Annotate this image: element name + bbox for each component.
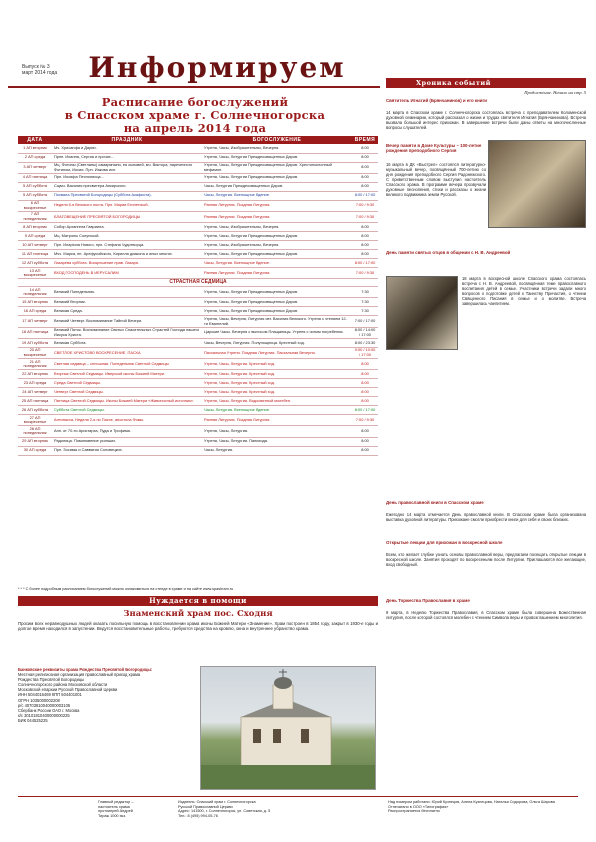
schedule-row xyxy=(18,173,378,182)
schedule-row xyxy=(18,279,378,287)
chronicle-section-text: Ежегодно 14 марта отмечается День православной книги. В Спасском храме была организована выставка духовной литературы. Прихожане смогли приобрести книги для себя и своих близких. xyxy=(386,512,586,523)
schedule-feast: Четверг Светлой Седмицы. xyxy=(52,388,202,397)
schedule-date: 14 АП понедельник xyxy=(18,287,52,298)
chronicle-section-head: День памяти святых отцов в общении с Н. В. Андреевой xyxy=(386,250,511,255)
issue-date: март 2014 года xyxy=(22,70,58,76)
schedule-row xyxy=(18,307,378,316)
schedule-date: 25 АП пятница xyxy=(18,397,52,406)
footer-editor xyxy=(98,800,168,818)
schedule-time: 7:30 xyxy=(352,307,378,316)
event-photo xyxy=(386,276,458,350)
schedule-feast: Апп. от 70-ти Аристарха, Пуда и Трофима. xyxy=(52,426,202,437)
schedule-time: 7:00 / 9:30 xyxy=(352,211,378,222)
schedule-feast: Мчч. Марка, еп. Арефусийского, Кирилла диакона и иных многих. xyxy=(52,250,202,259)
schedule-row xyxy=(18,327,378,338)
schedule-date: 26 АП суббота xyxy=(18,406,52,415)
schedule-row xyxy=(18,370,378,379)
requisites-line: ОГРН 1035000002208 xyxy=(18,697,60,703)
chronicle-section-text: 9 марта, в Неделю Торжества Православия, в Спасском храме была совершена Божественная литургия, после которой состоялся молебен с чтением Символа веры и провозглашением многолетия. xyxy=(386,610,586,621)
schedule-service: Утреня, Часы, Изобразительны, Вечерня. xyxy=(202,144,352,153)
schedule-service: Утреня, Часы, Изобразительны, Вечерня. xyxy=(202,223,352,232)
footer-line: Над номером работали: Юрий Кузнецов, Алена Кузнецова, Наталья Сидорова, Ольга Шарова xyxy=(388,800,555,804)
schedule-service: Часы, Литургия. Всенощное бдение. xyxy=(202,406,352,415)
schedule-service: Утреня, Часы, Изобразительны, Вечерня. xyxy=(202,241,352,250)
schedule-time: 0:00 / 10:00 / 17:00 xyxy=(352,347,378,358)
schedule-time: 7:00 / 9:30 xyxy=(352,268,378,279)
schedule-date: 22 АП вторник xyxy=(18,370,52,379)
footer-line: Русской Православной Церкви xyxy=(178,804,233,809)
schedule-row xyxy=(18,144,378,153)
church-illustration xyxy=(201,667,376,790)
schedule-feast: Великая Суббота. xyxy=(52,338,202,347)
chronicle-section-head: Святитель Игнатий (Брянчанинов) и его книги xyxy=(386,98,487,103)
schedule-time: 8:00 xyxy=(352,379,378,388)
schedule-row xyxy=(18,268,378,279)
schedule-feast: Похвала Пресвятой Богородицы (Суббота Акафиста). xyxy=(52,191,202,200)
schedule-row xyxy=(18,359,378,370)
schedule-feast: Прп. Зосимы и Савватия Соловецких. xyxy=(52,446,202,455)
schedule-service: Утреня, Часы, Литургия. Крестный ход. xyxy=(202,379,352,388)
schedule-feast: Лазарева суббота. Воскрешение прав. Лазаря. xyxy=(52,259,202,268)
schedule-time: 8:00 / 23:30 xyxy=(352,338,378,347)
schedule-feast: Мц. Матроны Солунской. xyxy=(52,232,202,241)
schedule-feast: БЛАГОВЕЩЕНИЕ ПРЕСВЯТОЙ БОГОРОДИЦЫ xyxy=(52,211,202,222)
schedule-service: Утреня, Часы, Вечерня, Литургия свт. Василия Великого. Утреня с чтением 12-ти Евангелий. xyxy=(202,316,352,327)
footer-line: Тел.: 8 (495) 994-05-76 xyxy=(178,813,218,818)
schedule-time: 8:00 xyxy=(352,182,378,191)
schedule-service: Утреня, Часы, Литургия Преждеосвященных Даров. xyxy=(202,287,352,298)
need-body: Просим всех неравнодушных людей оказать посильную помощь в восстановлении храма иконы Божией Матери «Знамение». Храм построен в 1854 году, закрыт в 1930-е годы и долгое время находился в запустении. Ведутся восстановительные работы, требуются средства на кровлю, окна и внутреннее убранство храма. xyxy=(18,621,378,632)
schedule-title xyxy=(40,96,350,135)
footer-line: протоиерей Андрей xyxy=(98,809,133,814)
chronicle-section-text: Всем, кто желает глубже узнать основы православной веры, предлагаем посещать открытые лекции в воскресной школе. Занятия проходят по воскресеньям после Литургии. Приглашаются все желающие, вход свободный. xyxy=(386,552,586,568)
requisites-line: ИНН 5044016469 КПП 504401001 xyxy=(18,692,82,698)
requisites-line: Сбербанк России ОАО г. Москва xyxy=(18,707,80,713)
schedule-service: Часы, Литургия. xyxy=(202,446,352,455)
requisites-line: Рождества Пресвятой Богородицы xyxy=(18,677,85,683)
requisites-header: Банковские реквизиты храма Рождества Пресвятой Богородицы: xyxy=(18,667,153,672)
schedule-date: 21 АП понедельник xyxy=(18,359,52,370)
schedule-time: 8:00 / 17:00 xyxy=(352,406,378,415)
chronicle-section-text: 16 марта в ДК «Выстрел» состоялся литературно-музыкальный вечер, посвящённый 700-летию со дня рождения преподобного Сергия Радонежского. С приветственным словом выступил настоятель Спасского храма. В программе вечера прозвучали духовные песнопения, стихи и рассказы о жизни великого подвижника земли Русской. xyxy=(386,162,486,198)
chronicle-banner: Хроника событий xyxy=(386,78,586,88)
schedule-time: 8:00 xyxy=(352,232,378,241)
schedule-date: 7 АП понедельник xyxy=(18,211,52,222)
schedule-row xyxy=(18,446,378,455)
schedule-service: Утреня, Часы, Литургия Преждеосвященных Даров. xyxy=(202,307,352,316)
schedule-row xyxy=(18,211,378,222)
schedule-time: 8:00 xyxy=(352,437,378,446)
chronicle-section-text: 18 марта в воскресной школе Спасского храма состоялась встреча с Н. В. Андреевой, посвящённая теме православного воспитания детей в семье. Участники встречи задали много вопросов о подготовке детей к Таинству Причастия, о чтении Священного Писания в семье и о молитве. Встреча завершилась чаепитием. xyxy=(462,276,586,307)
requisites-line: Местная религиозная организация православный приход храма xyxy=(18,672,141,678)
schedule-row xyxy=(18,250,378,259)
schedule-time: 8:00 xyxy=(352,153,378,162)
schedule-feast: Великий Пяток. Воспоминание Святых Спасительных Страстей Господа нашего Иисуса Христа. xyxy=(52,327,202,338)
schedule-service: Утреня, Часы, Литургия Преждеосвященных Даров. xyxy=(202,153,352,162)
schedule-date: 5 АП суббота xyxy=(18,191,52,200)
masthead-title: Информируем xyxy=(88,51,346,84)
schedule-time: 8:00 xyxy=(352,162,378,173)
schedule-date: 27 АП воскресенье xyxy=(18,415,52,426)
need-banner: Нуждается в помощи xyxy=(18,596,378,606)
schedule-date: 5 АП суббота xyxy=(18,182,52,191)
schedule-service: Часы, Вечерня, Литургия. Полунощница. Крестный ход. xyxy=(202,338,352,347)
church-photo xyxy=(200,666,376,790)
schedule-date: 4 АП пятница xyxy=(18,173,52,182)
schedule-feast: Великий Четверг. Воспоминание Тайной Вечери. xyxy=(52,316,202,327)
schedule-row xyxy=(18,426,378,437)
schedule-service: Утреня, Часы, Литургия. Крестный ход. xyxy=(202,370,352,379)
chronicle-section-head: День православной книги в Спасском храме xyxy=(386,500,484,505)
schedule-time: 8:00 xyxy=(352,388,378,397)
schedule-row xyxy=(18,223,378,232)
schedule-time: 7:30 xyxy=(352,287,378,298)
schedule-title-line: в Спасском храме г. Солнечногорска xyxy=(64,108,326,122)
footer-line: Адрес: 141500, г. Солнечногорск, ул. Советская, д. 5 xyxy=(178,809,271,814)
schedule-date: 19 АП суббота xyxy=(18,338,52,347)
chronicle-section-text: 14 марта в Спасском храме г. Солнечногорска состоялась встреча с преподавателем Коломенской духовной семинарии, который рассказал о жизни и трудах святителя Игнатия (Брянчанинова). Встреча вызвала большой интерес прихожан. В завершение встречи были даны ответы на многочисленные вопросы слушателей. xyxy=(386,110,586,131)
schedule-feast: Среда Светлой Седмицы. xyxy=(52,379,202,388)
schedule-week-heading: СТРАСТНАЯ СЕДМИЦА xyxy=(18,279,378,287)
requisites-line: БИК 044525225 xyxy=(18,717,48,723)
schedule-title-line: на апрель 2014 года xyxy=(123,121,267,135)
schedule-date: 28 АП понедельник xyxy=(18,426,52,437)
schedule-service: Утреня, Часы, Литургия. Крестный ход. xyxy=(202,359,352,370)
footer-line: Тираж 1000 экз. xyxy=(98,813,127,818)
schedule-table xyxy=(18,136,378,456)
schedule-row xyxy=(18,182,378,191)
col-feast-header: ПРАЗДНИК xyxy=(52,136,202,144)
footer-line: Распространяется бесплатно xyxy=(388,809,440,814)
chronicle-section-head: Открытые лекции для прихожан в воскресной школе xyxy=(386,540,503,545)
schedule-date: 8 АП вторник xyxy=(18,223,52,232)
schedule-feast: СВЕТЛОЕ ХРИСТОВО ВОСКРЕСЕНИЕ. ПАСХА xyxy=(52,347,202,358)
schedule-row xyxy=(18,347,378,358)
schedule-row xyxy=(18,437,378,446)
footer-line: Главный редактор – xyxy=(98,800,134,804)
schedule-feast: Собор Архангела Гавриила. xyxy=(52,223,202,232)
schedule-row xyxy=(18,316,378,327)
schedule-date: 1 АП вторник xyxy=(18,144,52,153)
schedule-service: Утреня, Часы, Литургия. Водосвятный молебен. xyxy=(202,397,352,406)
issue-number: Выпуск № 3 xyxy=(22,64,50,70)
schedule-note: * * * С более подробным расписанием богослужений можно ознакомиться на стенде в храме и на сайте www.spashram.ru xyxy=(18,587,234,591)
schedule-row xyxy=(18,415,378,426)
schedule-date: 16 АП среда xyxy=(18,307,52,316)
footer-line: Издатель: Спасский храм г. Солнечногорска xyxy=(178,800,256,804)
schedule-date: 20 АП воскресенье xyxy=(18,347,52,358)
schedule-row xyxy=(18,397,378,406)
schedule-feast: Сщмч. Василия пресвитера Анкирского. xyxy=(52,182,202,191)
schedule-service: Часы, Литургия. Всенощное бдение. xyxy=(202,191,352,200)
schedule-time: 8:00 xyxy=(352,250,378,259)
schedule-title-line: Расписание богослужений xyxy=(101,95,289,109)
schedule-row xyxy=(18,153,378,162)
schedule-feast: Мц. Фотины (Светланы) самаряныни, ея сыновей, мч. Виктора, нареченного Фотином, Иосии. Прп. Иакова исп. xyxy=(52,162,202,173)
requisites-line: Московской епархии Русской Православной Церкви xyxy=(18,687,118,693)
schedule-service: Царские Часы. Вечерня с выносом Плащаницы. Утреня с чином погребения. xyxy=(202,327,352,338)
schedule-feast: Прп. Иосифа Песнописца... xyxy=(52,173,202,182)
col-service-header: БОГОСЛУЖЕНИЕ xyxy=(202,136,352,144)
schedule-service: Пасхальная Утреня. Поздняя Литургия. Пасхальная Вечерня. xyxy=(202,347,352,358)
chronicle-section-head: Вечер памяти в Доме Культуры – 100-летие рождения преподобного Сергия xyxy=(386,143,482,154)
schedule-row xyxy=(18,388,378,397)
schedule-date: 15 АП вторник xyxy=(18,298,52,307)
schedule-row xyxy=(18,287,378,298)
schedule-body xyxy=(18,144,378,455)
schedule-date: 12 АП суббота xyxy=(18,259,52,268)
schedule-date: 24 АП четверг xyxy=(18,388,52,397)
schedule-row xyxy=(18,259,378,268)
schedule-row xyxy=(18,298,378,307)
schedule-row xyxy=(18,379,378,388)
requisites-line: р/с 40703810040000003105 xyxy=(18,702,71,708)
schedule-feast: Радоница. Поминовение усопших. xyxy=(52,437,202,446)
schedule-time: 8:00 xyxy=(352,223,378,232)
schedule-service: Часы, Литургия Преждеосвященных Даров. xyxy=(202,182,352,191)
schedule-date: 13 АП воскресенье xyxy=(18,268,52,279)
schedule-row xyxy=(18,241,378,250)
schedule-time: 8:00 / 14:00 / 17:00 xyxy=(352,327,378,338)
schedule-service: Утреня, Часы, Литургия Преждеосвященных Даров. xyxy=(202,298,352,307)
schedule-feast: Прп. Иларiона Нового, прп. Стефана Чудотворца. xyxy=(52,241,202,250)
event-photo xyxy=(488,140,586,228)
schedule-feast: Вторник Светлой Седмицы. Иверской иконы Божией Матери. xyxy=(52,370,202,379)
schedule-service: Ранняя Литургия. Поздняя Литургия. xyxy=(202,415,352,426)
requisites-line: Солнечногорского района Московской области xyxy=(18,682,108,688)
issue-info xyxy=(22,64,57,76)
schedule-time: 8:00 xyxy=(352,397,378,406)
schedule-time: 8:00 / 17:00 xyxy=(352,259,378,268)
schedule-feast: Прпп. Иоанна, Сергия и прочих... xyxy=(52,153,202,162)
schedule-row xyxy=(18,406,378,415)
schedule-row xyxy=(18,200,378,211)
schedule-header-row xyxy=(18,136,378,144)
schedule-time: 8:00 xyxy=(352,241,378,250)
schedule-date: 6 АП воскресенье xyxy=(18,200,52,211)
chronicle-section-head: День Торжества Православия в храме xyxy=(386,598,470,603)
schedule-time: 8:00 xyxy=(352,426,378,437)
schedule-time: 8:00 xyxy=(352,173,378,182)
schedule-date: 18 АП пятница xyxy=(18,327,52,338)
footer-publisher xyxy=(178,800,378,818)
chronicle-subtitle: Продолжение. Начало на стр. 5 xyxy=(524,90,586,95)
footer-line: настоятель храма xyxy=(98,804,130,809)
schedule-feast: ВХОД ГОСПОДЕНЬ В ИЕРУСАЛИМ xyxy=(52,268,202,279)
schedule-row xyxy=(18,338,378,347)
schedule-feast: Светлая седмица – сплошная. Понедельник Светлой Седмицы. xyxy=(52,359,202,370)
schedule-service: Ранняя Литургия. Поздняя Литургия. xyxy=(202,268,352,279)
schedule-time: 8:00 xyxy=(352,446,378,455)
schedule-time: 7:00 / 17:00 xyxy=(352,316,378,327)
schedule-date: 23 АП среда xyxy=(18,379,52,388)
schedule-service: Утреня, Часы, Литургия Преждеосвященных Даров. Хрестопоклонный мефимон. xyxy=(202,162,352,173)
schedule-feast: Мч. Хрисанфа и Дарии. xyxy=(52,144,202,153)
requisites-line: к/с 30101810400000000225 xyxy=(18,712,70,718)
footer-line: Отпечатано в ООО «Типография» xyxy=(388,804,449,809)
schedule-date: 3 АП четверг xyxy=(18,162,52,173)
schedule-feast: Великий Понедельник. xyxy=(52,287,202,298)
schedule-service: Утреня, Часы, Литургия. xyxy=(202,426,352,437)
schedule-date: 9 АП среда xyxy=(18,232,52,241)
schedule-time: 8:00 xyxy=(352,144,378,153)
schedule-service: Утреня, Часы, Литургия Преждеосвященных Даров. xyxy=(202,250,352,259)
schedule-service: Утреня, Часы, Литургия Преждеосвященных Даров. xyxy=(202,173,352,182)
col-time-header: ВРЕМЯ xyxy=(352,136,378,144)
col-date-header: ДАТА xyxy=(18,136,52,144)
schedule-date: 11 АП пятница xyxy=(18,250,52,259)
schedule-feast: Неделя 5-я Великого поста. Прп. Марии Египетской. xyxy=(52,200,202,211)
schedule-service: Ранняя Литургия. Поздняя Литургия. xyxy=(202,200,352,211)
schedule-date: 17 АП четверг xyxy=(18,316,52,327)
schedule-service: Утреня, Часы, Литургия. Панихида. xyxy=(202,437,352,446)
schedule-service: Утреня, Часы, Литургия Преждеосвященных Даров. xyxy=(202,232,352,241)
schedule-time: 7:30 xyxy=(352,298,378,307)
schedule-service: Часы, Литургия. Всенощное бдение. xyxy=(202,259,352,268)
requisites-lines xyxy=(18,672,196,723)
schedule-service: Утреня, Часы, Литургия. Крестный ход. xyxy=(202,388,352,397)
schedule-feast: Суббота Светлой Седмицы. xyxy=(52,406,202,415)
schedule-time: 8:00 xyxy=(352,359,378,370)
schedule-time: 8:00 xyxy=(352,370,378,379)
schedule-feast: Пятница Светлой Седмицы. Иконы Божией Матери «Живоносный источник». xyxy=(52,397,202,406)
need-title: Знаменский храм пос. Сходня xyxy=(123,609,273,619)
schedule-row xyxy=(18,232,378,241)
footer xyxy=(18,796,578,836)
schedule-row xyxy=(18,162,378,173)
schedule-date: 30 АП среда xyxy=(18,446,52,455)
schedule-feast: Великий Вторник. xyxy=(52,298,202,307)
schedule-time: 7:00 / 9:30 xyxy=(352,415,378,426)
schedule-row xyxy=(18,191,378,200)
schedule-time: 7:00 / 9:30 xyxy=(352,200,378,211)
schedule-feast: Антипасха. Неделя 2-я по Пасхе, апостола Фомы. xyxy=(52,415,202,426)
schedule-date: 2 АП среда xyxy=(18,153,52,162)
schedule-date: 10 АП четверг xyxy=(18,241,52,250)
bank-requisites xyxy=(18,667,196,723)
schedule-date: 29 АП вторник xyxy=(18,437,52,446)
schedule-service: Ранняя Литургия. Поздняя Литургия. xyxy=(202,211,352,222)
footer-staff xyxy=(388,800,578,814)
schedule-feast: Великая Среда. xyxy=(52,307,202,316)
schedule-time: 8:00 / 17:00 xyxy=(352,191,378,200)
